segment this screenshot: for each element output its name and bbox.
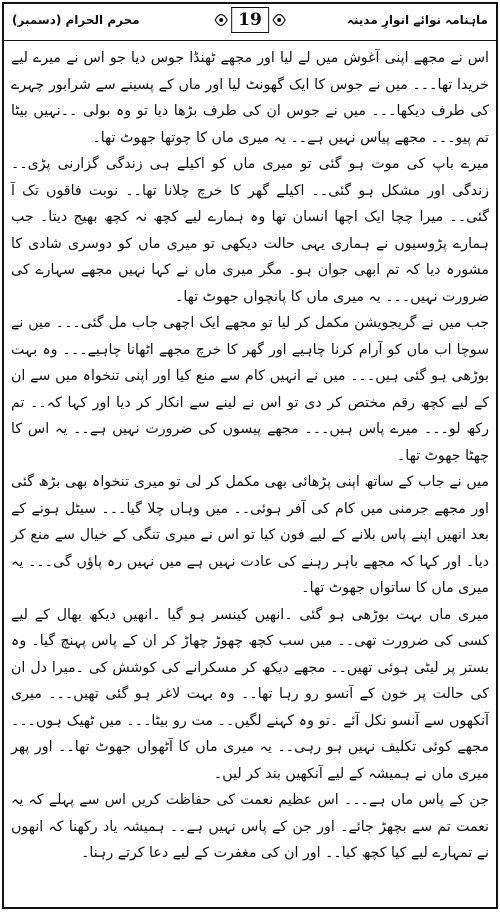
paragraph: جب میں نے گریجویشن مکمل کر لیا تو مجھے ایک اچھی جاب مل گئی۔۔۔ میں نے سوچا اب ماں کو آرام کرنا چاہیے اور گھر کا خرچ مجھے اٹھانا چاہیے۔۔۔ وہ بہت بوڑھی ہو گئی ہیں۔۔۔ میں نے انہیں کام سے منع کیا اور اپنی تنخواہ میں سے ان کے لیے کچھ رقم مختص کر دی تو اس نے لینے سے انکار کر دیا اور کہا کہ۔۔ تم رکھ لو۔۔۔ میرے پاس ہیں۔۔۔ مجھے پیسوں کی ضرورت نہیں ہے۔۔ یہ اس کا چھٹا جھوٹ تھا۔ bbox=[11, 315, 489, 464]
issue-month: محرم الحرام (دسمبر) bbox=[12, 13, 140, 27]
page-number: 19 bbox=[231, 7, 269, 33]
paragraph: جن کے پاس ماں ہے۔۔۔ اس عظیم نعمت کی حفاظت کریں اس سے پہلے کہ یہ نعمت تم سے بچھڑ جائے۔ اور جن کے پاس نہیں ہے۔۔ ہمیشہ یاد رکھنا کہ انھوں نے تمہارے لیے کیا کچھ کیا۔۔ اور ان کی مغفرت کے لیے دعا کرتے رہنا۔ bbox=[11, 792, 489, 861]
magazine-title: ماہنامہ نوائے انوارِ مدینہ bbox=[346, 13, 488, 27]
magazine-page bbox=[2, 2, 498, 909]
article-body bbox=[4, 41, 496, 867]
ornament-right-icon bbox=[272, 7, 286, 33]
paragraph: میں نے جاب کے ساتھ اپنی پڑھائی بھی مکمل کر لی تو میری تنخواہ بھی بڑھ گئی اور مجھے جرمنی میں کام کی آفر ہوئی۔۔ میں وہاں چلا گیا۔۔۔ سیٹل ہونے کے بعد انھیں اپنے پاس بلانے کے لیے فون کیا تو اس نے میری تنگی کے خیال سے منع کر دیا۔ اور کہا کہ مجھے باہر رہنے کی عادت نہیں ہے میں نہیں رہ پاؤں گی۔۔۔ یہ میری ماں کا ساتواں جھوٹ تھا۔ bbox=[11, 474, 489, 596]
page-number-box bbox=[214, 7, 286, 33]
paragraph: اس نے مجھے اپنی آغوش میں لے لیا اور مجھے ٹھنڈا جوس دیا جو اس نے میرے لیے خریدا تھا۔۔۔ میں نے جوس کا ایک گھونٹ لیا اور ماں کے پسینے سے شرابور چہرے کی طرف دیکھا۔۔۔ میں نے جوس ان کی طرف بڑھا دیا تو وہ بولی ۔۔نہیں بیٹا تم پیو۔۔۔ مجھے پیاس نہیں ہے۔۔ یہ میری ماں کا چوتھا جھوٹ تھا۔ bbox=[11, 50, 489, 146]
paragraph: میری ماں بہت بوڑھی ہو گئی ۔انھیں کینسر ہو گیا ۔انھیں دیکھ بھال کے لیے کسی کی ضرورت تھی۔۔ میں سب کچھ چھوڑ چھاڑ کر ان کے پاس پہنچ گیا۔ وہ بستر پر لیٹی ہوئی تھیں۔۔ مجھے دیکھ کر مسکرانے کی کوشش کی ۔میرا دل ان کی حالت پر خون کے آنسو رو رہا تھا۔۔ وہ بہت لاغر ہو گئی تھیں۔۔۔ میری آنکھوں سے آنسو نکل آئے ۔تو وہ کہنے لگیں۔۔ مت رو بیٹا۔۔۔ میں ٹھیک ہوں۔۔۔ مجھے کوئی تکلیف نہیں ہو رہی۔۔ یہ میری ماں کا آٹھواں جھوٹ تھا۔۔ اور پھر میری ماں نے ہمیشہ کے لیے آنکھیں بند کر لیں۔ bbox=[11, 606, 489, 782]
page-header bbox=[4, 4, 496, 41]
ornament-left-icon bbox=[214, 7, 228, 33]
paragraph: میرے باپ کی موت ہو گئی تو میری ماں کو اکیلے ہی زندگی گزارنی پڑی۔۔ زندگی اور مشکل ہو گئی۔۔ اکیلے گھر کا خرچ چلانا تھا۔۔ نوبت فاقوں تک آ گئی۔۔ میرا چچا ایک اچھا انسان تھا وہ ہمارے لیے کچھ نہ کچھ بھیج دیتا۔ جب ہمارے پڑوسیوں نے ہماری یہی حالت دیکھی تو میری ماں کو دوسری شادی کا مشورہ دیا کہ تم ابھی جوان ہو۔ مگر میری ماں نے کہا نہیں مجھے سہارے کی ضرورت نہیں۔۔۔ یہ میری ماں کا پانچواں جھوٹ تھا۔ bbox=[11, 156, 489, 305]
